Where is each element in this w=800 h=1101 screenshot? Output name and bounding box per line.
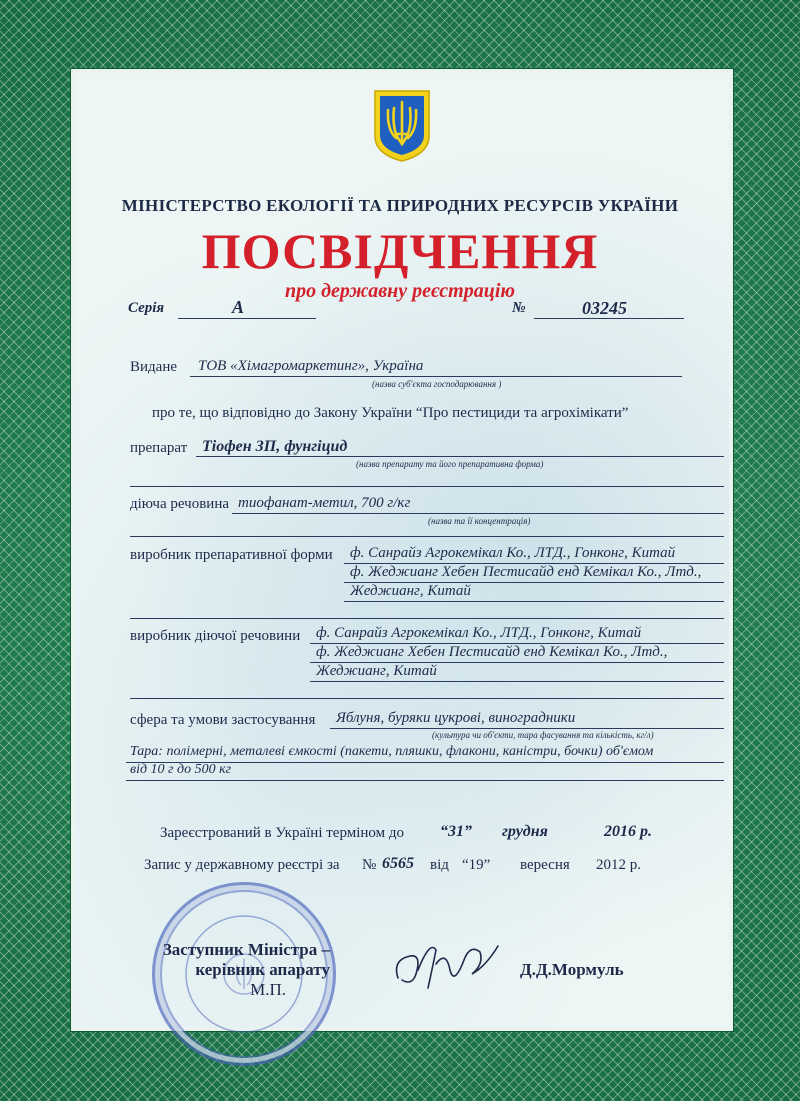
number-value: 03245 <box>582 298 627 318</box>
registry-text: Запис у державному реєстрі за <box>144 857 340 873</box>
issued-value: ТОВ «Хімагромаркетинг», Україна <box>198 358 424 374</box>
packaging-line-1: Тара: полімерні, металеві ємкості (пакети, пляшки, флакони, каністри, бочки) об'ємом <box>130 744 654 759</box>
issued-caption: (назва суб'єкта господарювання ) <box>372 379 502 389</box>
formulation-producer-line-3: Жеджианг, Китай <box>350 583 471 599</box>
active-substance-caption: (назва та її концентрація) <box>428 516 531 526</box>
signatory-name: Д.Д.Мормуль <box>520 960 624 979</box>
registry-no: 6565 <box>382 855 414 872</box>
registry-year: 2012 р. <box>596 857 641 873</box>
number-line <box>534 318 684 319</box>
substance-producer-line-1: ф. Санрайз Агрокемікал Ко., ЛТД., Гонконг, Китай <box>316 625 642 641</box>
formulation-producer-line-2: ф. Жеджианг Хебен Пестисайд енд Кемікал Ко., Лтд., <box>350 564 702 580</box>
substance-producer-rule-4 <box>130 698 724 699</box>
issued-line <box>190 376 682 377</box>
registered-text: Зареєстрований в Україні терміном до <box>160 825 404 841</box>
preparation-label: препарат <box>130 440 188 456</box>
mp-label: М.П. <box>250 980 286 999</box>
coat-of-arms-icon <box>372 88 432 164</box>
preparation-caption: (назва препарату та його препаративна форма) <box>356 459 544 469</box>
registered-day: “31” <box>440 823 472 840</box>
formulation-producer-rule-4 <box>130 618 724 619</box>
registered-year: 2016 р. <box>604 823 652 840</box>
substance-producer-label: виробник діючої речовини <box>130 628 301 644</box>
formulation-producer-rule-3 <box>344 601 724 602</box>
signatory-title-line-1: Заступник Міністра – <box>162 940 330 959</box>
substance-producer-rule-3 <box>310 681 724 682</box>
document-title: ПОСВІДЧЕННЯ <box>201 223 599 279</box>
active-substance-label: діюча речовина <box>130 496 230 512</box>
registry-day: “19” <box>462 857 491 873</box>
preparation-line-2 <box>130 486 724 487</box>
preparation-line <box>196 456 724 457</box>
registry-month: вересня <box>520 857 570 873</box>
series-line <box>178 318 316 319</box>
registry-no-label: № <box>362 857 377 873</box>
signature-icon <box>388 930 508 1000</box>
formulation-producer-label: виробник препаративної форми <box>130 547 333 563</box>
ministry-name: МІНІСТЕРСТВО ЕКОЛОГІЇ ТА ПРИРОДНИХ РЕСУРСІВ УКРАЇНИ <box>121 196 679 215</box>
document-subtitle: про державну реєстрацію <box>284 280 515 302</box>
formulation-producer-line-1: ф. Санрайз Агрокемікал Ко., ЛТД., Гонконг, Китай <box>350 545 676 561</box>
registry-from: від <box>430 857 449 873</box>
series-value: А <box>232 297 245 317</box>
active-substance-line <box>232 513 724 514</box>
signatory-title-line-2: керівник апарату <box>195 960 330 979</box>
series-label: Серія <box>128 300 165 316</box>
number-label: № <box>512 300 526 316</box>
substance-producer-line-3: Жеджианг, Китай <box>316 663 437 679</box>
scope-caption: (культура чи об'єкти, тара фасування та кількість, кг/л) <box>432 730 654 740</box>
issued-label: Видане <box>130 359 178 375</box>
scope-label: сфера та умови застосування <box>130 712 316 728</box>
scope-value: Яблуня, буряки цукрові, виноградники <box>336 710 576 726</box>
packaging-line-2: від 10 г до 500 кг <box>130 762 232 777</box>
registered-month: грудня <box>502 823 548 840</box>
substance-producer-line-2: ф. Жеджианг Хебен Пестисайд енд Кемікал Ко., Лтд., <box>316 644 668 660</box>
signatory-title <box>110 940 330 1000</box>
preparation-value: Тіофен ЗП, фунгіцид <box>202 438 348 455</box>
packaging-rule-2 <box>126 780 724 781</box>
scope-rule <box>330 728 724 729</box>
active-substance-value: тиофанат-метил, 700 г/кг <box>238 495 411 511</box>
active-substance-line-2 <box>130 536 724 537</box>
law-statement: про те, що відповідно до Закону України “Про пестициди та агрохімікати” <box>152 405 629 421</box>
